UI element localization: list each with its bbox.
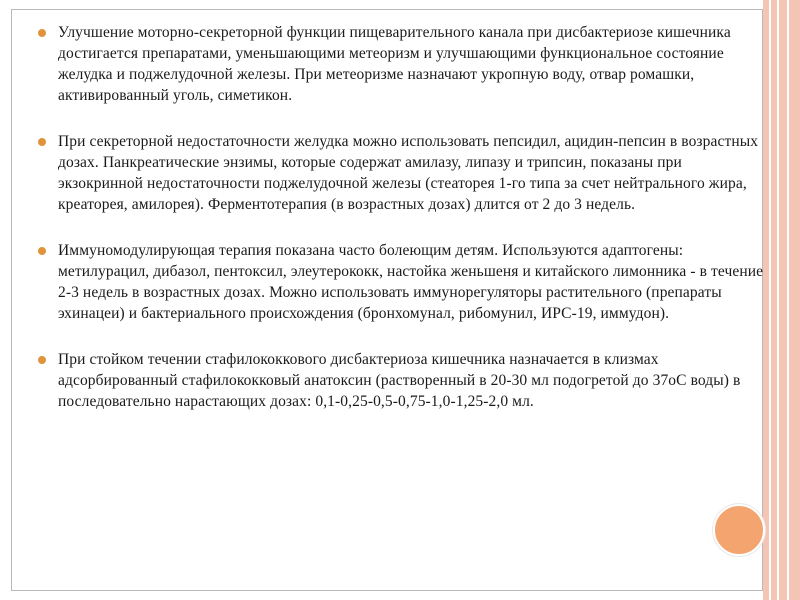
bullet-marker-icon xyxy=(38,247,46,255)
bullet-text: Иммуномодулирующая терапия показана часто болеющим детям. Используются адаптогены: метилурацил, дибазол, пентоксил, элеутерококк, настойка женьшеня и китайского лимонника - в течение 2-3 недель в возрастных дозах. Можно использовать иммунорегуляторы растительного (препараты эхинацеи) и бактериального происхождения (бронхомунал, рибомунил, ИРС-19, иммудон). xyxy=(58,242,764,322)
bullet-item xyxy=(38,240,768,324)
bullet-item xyxy=(38,131,768,215)
band-stripe xyxy=(787,0,789,600)
bullet-marker-icon xyxy=(38,356,46,364)
bullet-marker-icon xyxy=(38,138,46,146)
bullet-text: При секреторной недостаточности желудка можно использовать пепсидил, ацидин-пепсин в возрастных дозах. Панкреатические энзимы, которые содержат амилазу, липазу и трипсин, показаны при экзокринной недостаточности поджелудочной железы (стеаторея 1-го типа за счет нейтрального жира, креаторея, амилорея). Ферментотерапия (в возрастных дозах) длится от 2 до 3 недель. xyxy=(58,133,759,213)
band-stripe xyxy=(769,0,771,600)
bullet-item xyxy=(38,22,768,106)
slide-content xyxy=(38,22,768,437)
bullet-marker-icon xyxy=(38,29,46,37)
decorative-right-band xyxy=(763,0,800,600)
bullet-text: При стойком течении стафилококкового дисбактериоза кишечника назначается в клизмах адсорбированный стафилококковый анатоксин (растворенный в 20-30 мл подогретой до 37оС воды) в последовательно нарастающих дозах: 0,1-0,25-0,5-0,75-1,0-1,25-2,0 мл. xyxy=(58,351,741,410)
decorative-orange-circle-icon xyxy=(713,504,765,556)
band-stripe xyxy=(777,0,779,600)
bullet-text: Улучшение моторно-секреторной функции пищеварительного канала при дисбактериозе кишечника достигается препаратами, уменьшающими метеоризм и улучшающими функциональное состояние желудка и поджелудочной железы. При метеоризме назначают укропную воду, отвар ромашки, активированный уголь, симетикон. xyxy=(58,24,731,104)
bullet-item xyxy=(38,349,768,412)
